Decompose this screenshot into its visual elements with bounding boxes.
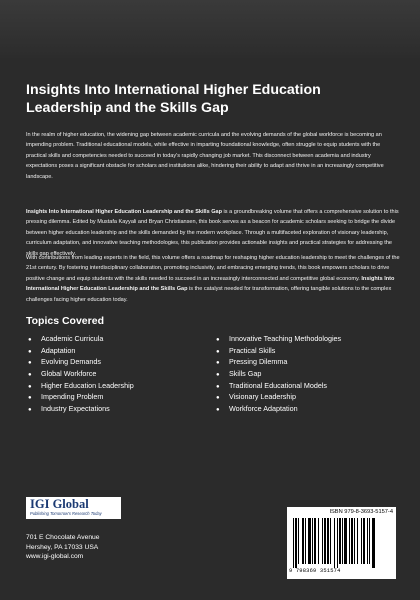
topic-item	[28, 368, 134, 380]
topic-label: Adaptation	[41, 345, 76, 355]
topic-label: Impending Problem	[41, 392, 104, 402]
bullet-icon: ●	[28, 337, 32, 343]
bullet-icon: ●	[216, 383, 220, 390]
description-paragraph-3	[26, 253, 400, 305]
book-title-inline: Insights Into International Higher Education Leadership and the Skills Gap	[26, 209, 223, 215]
book-title: Insights Into International Higher Education Leadership and the Skills Gap	[26, 82, 321, 116]
topic-label: Higher Education Leadership	[41, 380, 134, 390]
bullet-icon: ●	[28, 383, 32, 390]
topic-label: Innovative Teaching Methodologies	[229, 334, 342, 343]
topic-item	[216, 380, 341, 392]
bullet-icon: ●	[28, 406, 32, 413]
topic-label: Pressing Dilemma	[229, 357, 288, 367]
topic-item	[216, 368, 341, 380]
bullet-icon: ●	[216, 337, 220, 343]
bullet-icon: ●	[216, 406, 220, 413]
paragraph-2-text: is a groundbreaking volume that offers a comprehensive solution to this pressing dilemma. Edited by Mustafa Kayyali and Bryan Christiansen, this book serves as a beacon for academic scholars seeking to bridge the divide between higher education leadership and the skills demanded by the modern workplace. Through a multifaceted exploration of visionary leadership, curriculum adaptation, and innovative teaching methodologies, this publication provides actionable insights and practical strategies for addressing the skills gap effectively.	[26, 209, 399, 257]
description-paragraph-1: In the realm of higher education, the widening gap between academic curricula and the evolving demands of the global workforce is becoming an impending problem. Traditional educational models, while effective in imparting foundational knowledge, often struggle to equip students with the practical skills and competencies needed to succeed in today's rapidly changing job market. This disconnect between academia and industry expectations poses a significant obstacle for scholars and institutions alike, hindering their ability to adapt and thrive in an increasingly competitive landscape.	[26, 132, 384, 180]
bullet-icon: ●	[28, 371, 32, 378]
publisher-tagline: Publishing Tomorrow's Research Today	[30, 511, 102, 516]
topic-item	[28, 391, 134, 403]
topics-list-right	[216, 333, 341, 414]
barcode-bars	[293, 518, 390, 568]
topic-item	[28, 403, 134, 415]
address-street: 701 E Chocolate Avenue	[26, 534, 100, 541]
paragraph-3-closing: is the catalyst needed for transformation, offering tangible solutions to the complex challenges facing higher education today.	[26, 286, 392, 303]
bullet-icon: ●	[216, 348, 220, 355]
topic-item	[216, 345, 341, 357]
topic-label: Global Workforce	[41, 368, 97, 378]
topic-label: Industry Expectations	[41, 403, 110, 413]
topic-item	[28, 356, 134, 368]
topic-label: Skills Gap	[229, 368, 262, 378]
topic-item	[28, 333, 134, 345]
publisher-address	[26, 533, 100, 562]
paragraph-3-text: With contributions from leading experts in the field, this volume offers a roadmap for reshaping higher education leadership to meet the challenges of the 21st century. By fostering interdisciplinary collaboration, promoting inclusivity, and embracing emerging trends, this book empowers scholars to drive positive change and equip students with the skills needed to succeed in an increasingly interconnected and competitive global economy.	[26, 255, 400, 282]
bullet-icon: ●	[28, 348, 32, 355]
isbn-barcode	[287, 507, 396, 579]
barcode-digits: 9 798369 351574	[289, 568, 341, 574]
bullet-icon: ●	[28, 395, 32, 402]
bullet-icon: ●	[216, 395, 220, 402]
address-city: Hershey, PA 17033 USA	[26, 543, 99, 551]
topic-label: Visionary Leadership	[229, 392, 296, 402]
bullet-icon: ●	[28, 360, 32, 367]
topic-item	[216, 356, 341, 368]
book-title-inline: Insights Into International Higher Education Leadership and the Skills Gap	[26, 275, 395, 293]
topic-item	[216, 391, 341, 403]
publisher-logo	[26, 497, 121, 519]
topic-label: Evolving Demands	[41, 357, 101, 367]
bullet-icon: ●	[216, 371, 220, 378]
publisher-logo-name: IGI Global	[30, 497, 89, 511]
description-paragraph-2	[26, 207, 400, 259]
publisher-website: www.igi-global.com	[26, 553, 84, 561]
isbn-label: ISBN 979-8-3693-5157-4	[329, 509, 393, 515]
topic-item	[216, 403, 341, 415]
topic-label: Practical Skills	[229, 345, 276, 355]
topic-item	[28, 380, 134, 392]
topic-item	[216, 333, 341, 345]
topic-label: Workforce Adaptation	[229, 403, 298, 413]
topic-label: Academic Curricula	[41, 334, 104, 343]
topics-heading: Topics Covered	[26, 315, 104, 327]
bullet-icon: ●	[216, 360, 220, 367]
topic-item	[28, 345, 134, 357]
topic-label: Traditional Educational Models	[229, 380, 328, 390]
topics-list-left	[28, 333, 134, 414]
